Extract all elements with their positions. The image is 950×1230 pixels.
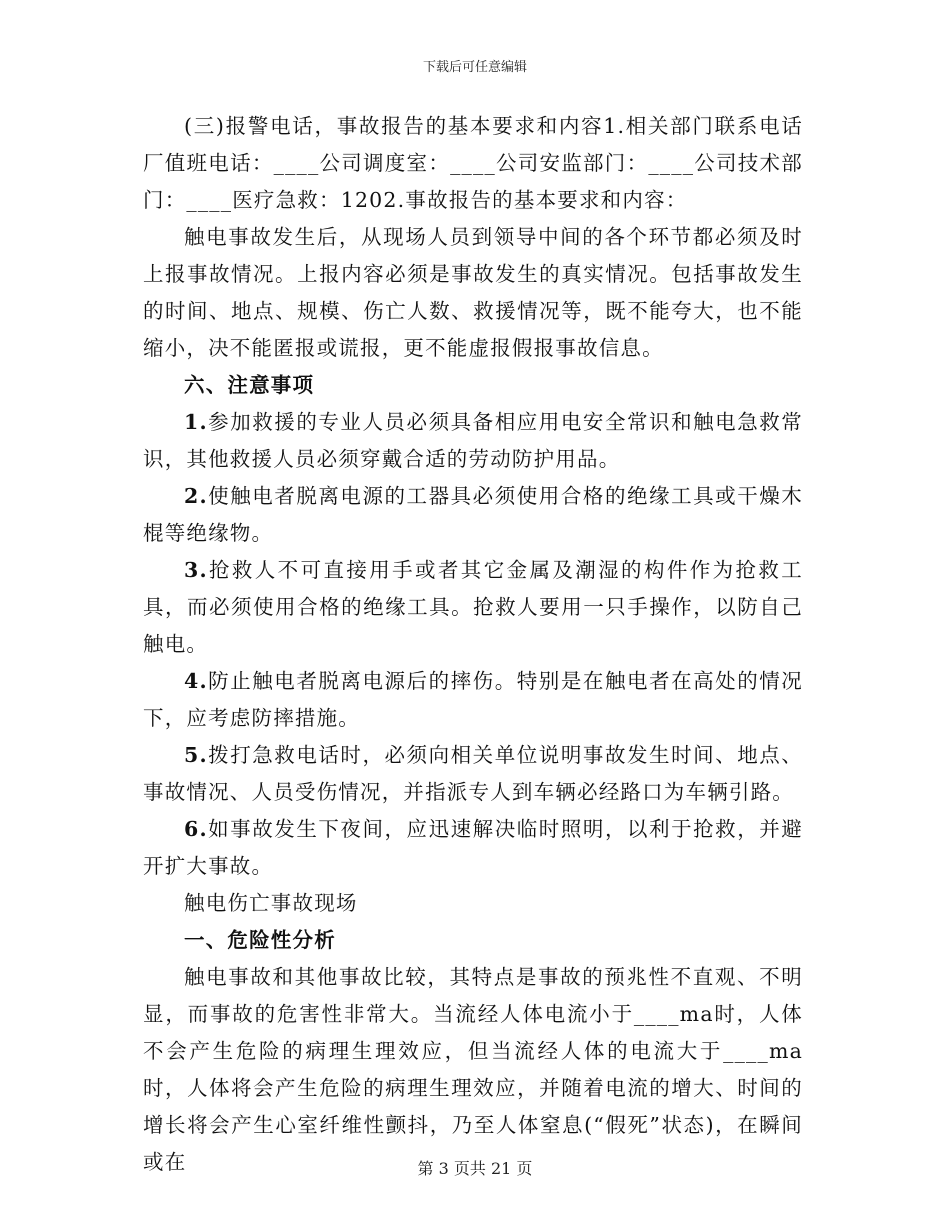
- note-number: 1.: [184, 410, 208, 434]
- document-body: [143, 108, 803, 1181]
- risk-analysis-heading: 一、危险性分析: [184, 928, 336, 952]
- page-header: 下载后可任意编辑: [422, 60, 527, 75]
- note-text: 拨打急救电话时，必须向相关单位说明事故发生时间、地点、事故情况、人员受伤情况，并指派专人到车辆必经路口为车辆引路。: [143, 743, 803, 804]
- note-number: 6.: [184, 817, 208, 841]
- page-footer: 第 3 页共 21 页: [417, 1159, 533, 1178]
- note-item: [143, 552, 803, 663]
- note-text: 抢救人不可直接用手或者其它金属及潮湿的构件作为抢救工具，而必须使用合格的绝缘工具。抢救人要用一只手操作，以防自己触电。: [143, 558, 803, 656]
- note-text: 参加救援的专业人员必须具备相应用电安全常识和触电急救常识，其他救援人员必须穿戴合适的劳动防护用品。: [143, 410, 803, 471]
- risk-analysis-paragraph: 触电事故和其他事故比较，其特点是事故的预兆性不直观、不明显，而事故的危害性非常大。当流经人体电流小于____ma时，人体不会产生危险的病理生理效应，但当流经人体的电流大于____ma时，人体将会产生危险的病理生理效应，并随着电流的增大、时间的增长将会产生心室纤维性颤抖，乃至人体窒息(“假死”状态)，在瞬间或在: [143, 965, 803, 1174]
- note-number: 2.: [184, 484, 208, 508]
- note-item: [143, 478, 803, 552]
- note-item: [143, 737, 803, 811]
- note-text: 使触电者脱离电源的工器具必须使用合格的绝缘工具或干燥木棍等绝缘物。: [143, 484, 803, 545]
- note-number: 4.: [184, 669, 208, 693]
- note-text: 防止触电者脱离电源后的摔伤。特别是在触电者在高处的情况下，应考虑防摔措施。: [143, 669, 803, 730]
- note-item: [143, 811, 803, 885]
- note-text: 如事故发生下夜间，应迅速解决临时照明，以利于抢救，并避开扩大事故。: [143, 817, 803, 878]
- alarm-phone-paragraph: (三)报警电话，事故报告的基本要求和内容1.相关部门联系电话厂值班电话：____公司调度室：____公司安监部门：____公司技术部门：____医疗急救：1202.事故报告的基本要求和内容：: [143, 114, 803, 212]
- note-number: 3.: [184, 558, 208, 582]
- notes-heading: 六、注意事项: [184, 373, 315, 397]
- scene-title: 触电伤亡事故现场: [184, 891, 358, 915]
- note-number: 5.: [184, 743, 208, 767]
- report-requirements-paragraph: 触电事故发生后，从现场人员到领导中间的各个环节都必须及时上报事故情况。上报内容必须是事故发生的真实情况。包括事故发生的时间、地点、规模、伤亡人数、救援情况等，既不能夸大，也不能缩小，决不能匿报或谎报，更不能虚报假报事故信息。: [143, 225, 803, 360]
- note-item: [143, 663, 803, 737]
- note-item: [143, 404, 803, 478]
